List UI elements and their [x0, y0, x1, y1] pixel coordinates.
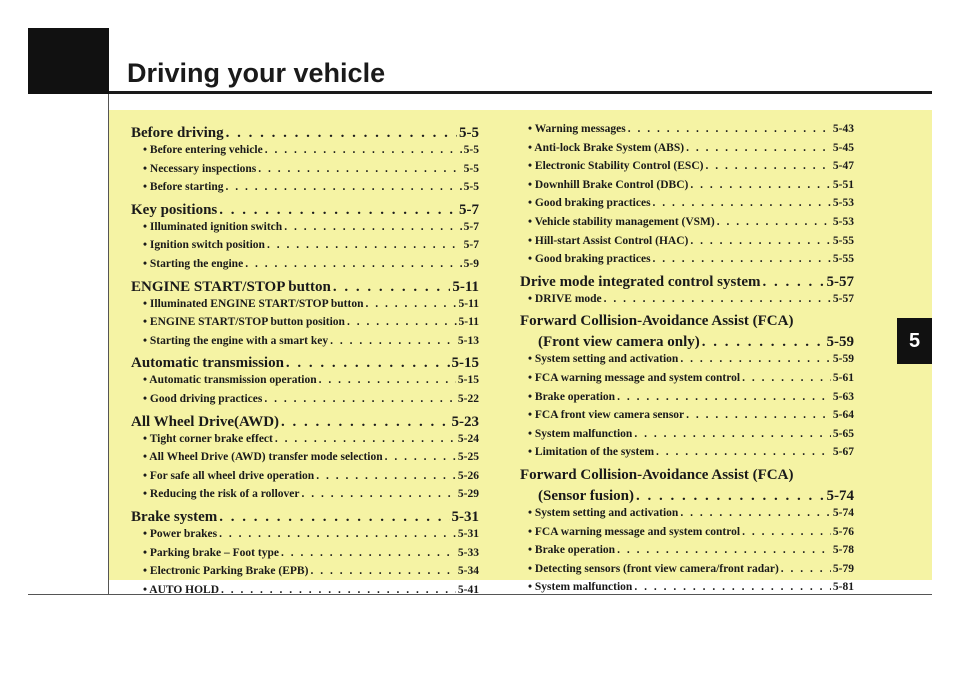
toc-entry-label: • FCA front view camera sensor — [528, 409, 685, 422]
toc-entry-label: Forward Collision-Avoidance Assist (FCA) — [520, 466, 794, 483]
toc-subsection-entry[interactable] — [131, 163, 479, 182]
toc-leader-dots — [634, 428, 831, 440]
toc-page-number: 5-51 — [832, 178, 854, 191]
toc-leader-dots — [226, 125, 457, 142]
toc-leader-dots — [653, 253, 831, 265]
toc-page-number: 5-57 — [826, 273, 854, 290]
title-rule — [109, 91, 932, 94]
toc-leader-dots — [264, 393, 456, 405]
toc-subsection-entry[interactable] — [520, 293, 854, 312]
toc-subsection-entry[interactable] — [131, 565, 479, 584]
toc-leader-dots — [221, 584, 456, 596]
toc-page-number: 5-45 — [832, 141, 854, 154]
toc-leader-dots — [656, 446, 831, 458]
toc-page-number: 5-63 — [832, 390, 854, 403]
toc-leader-dots — [281, 414, 449, 431]
toc-entry-label: (Front view camera only) — [538, 334, 700, 351]
toc-leader-dots — [245, 258, 461, 270]
toc-page-number: 5-31 — [457, 527, 479, 540]
toc-leader-dots — [310, 565, 455, 577]
toc-leader-dots — [219, 202, 457, 219]
toc-page-number: 5-5 — [463, 162, 479, 175]
toc-subsection-entry[interactable] — [520, 216, 854, 235]
toc-entry-label: • Power brakes — [143, 527, 218, 540]
toc-leader-dots — [634, 581, 831, 593]
toc-leader-dots — [690, 179, 831, 191]
toc-page-number: 5-64 — [832, 409, 854, 422]
toc-leader-dots — [742, 526, 831, 538]
toc-page-number: 5-53 — [832, 197, 854, 210]
toc-subsection-entry[interactable] — [520, 526, 854, 545]
toc-leader-dots — [225, 181, 461, 193]
toc-entry-label: • System malfunction — [528, 427, 633, 440]
toc-subsection-entry[interactable] — [131, 547, 479, 566]
toc-page-number: 5-57 — [832, 292, 854, 305]
toc-subsection-entry[interactable] — [520, 235, 854, 254]
toc-page-number: 5-43 — [832, 123, 854, 135]
toc-page-number: 5-15 — [457, 374, 479, 387]
toc-entry-label: • Detecting sensors (front view camera/front radar) — [528, 562, 779, 575]
toc-leader-dots — [281, 547, 456, 559]
toc-page-number: 5-59 — [832, 353, 854, 366]
toc-entry-label: • FCA warning message and system control — [528, 525, 741, 538]
toc-leader-dots — [284, 221, 461, 233]
toc-entry-label: • Illuminated ENGINE START/STOP button — [143, 297, 364, 310]
toc-page-number: 5-55 — [832, 253, 854, 266]
toc-entry-label: • DRIVE mode — [528, 292, 602, 305]
toc-entry-label: • Electronic Stability Control (ESC) — [528, 160, 704, 173]
toc-page-number: 5-74 — [826, 487, 854, 504]
toc-leader-dots — [680, 507, 831, 519]
toc-entry-label: • Illuminated ignition switch — [143, 220, 283, 233]
toc-subsection-entry[interactable] — [131, 298, 479, 317]
toc-page-number: 5-24 — [457, 432, 479, 445]
toc-entry-label: (Sensor fusion) — [538, 487, 634, 504]
toc-entry-label: Before driving — [131, 125, 224, 141]
toc-entry-label: ENGINE START/STOP button — [131, 278, 331, 295]
toc-entry-label: • Good braking practices — [528, 197, 651, 210]
toc-page-number: 5-31 — [451, 508, 479, 525]
toc-page-number: 5-5 — [463, 144, 479, 156]
toc-section-entry[interactable] — [520, 313, 854, 332]
toc-leader-dots — [781, 563, 831, 575]
toc-leader-dots — [617, 391, 831, 403]
toc-leader-dots — [365, 298, 456, 310]
toc-subsection-entry[interactable] — [131, 181, 479, 200]
toc-page-number: 5-7 — [459, 201, 479, 218]
toc-entry-label: • Anti-lock Brake System (ABS) — [528, 141, 685, 154]
toc-entry-label: • System setting and activation — [528, 506, 679, 519]
toc-subsection-entry[interactable] — [131, 433, 479, 452]
toc-subsection-entry[interactable] — [520, 123, 854, 142]
chapter-tab[interactable]: 5 — [897, 318, 932, 364]
header-black-block — [28, 28, 109, 94]
toc-leader-dots — [705, 160, 830, 172]
toc-leader-dots — [702, 334, 825, 351]
toc-subsection-entry[interactable] — [520, 409, 854, 428]
toc-entry-label: Drive mode integrated control system — [520, 273, 761, 290]
toc-page-number: 5-7 — [463, 239, 479, 252]
toc-entry-label: • Warning messages — [528, 123, 626, 135]
toc-leader-dots — [219, 509, 449, 526]
toc-leader-dots — [302, 488, 456, 500]
toc-leader-dots — [686, 142, 831, 154]
toc-entry-label: • Automatic transmission operation — [143, 374, 317, 387]
toc-leader-dots — [265, 144, 462, 156]
toc-page-number: 5-25 — [457, 451, 479, 464]
toc-subsection-entry[interactable] — [520, 391, 854, 410]
toc-subsection-entry[interactable] — [520, 142, 854, 161]
toc-subsection-entry[interactable] — [131, 221, 479, 240]
toc-section-entry[interactable] — [131, 279, 479, 298]
toc-entry-label: • System malfunction — [528, 581, 633, 594]
toc-entry-label: • ENGINE START/STOP button position — [143, 316, 345, 329]
toc-entry-label: Forward Collision-Avoidance Assist (FCA) — [520, 313, 794, 330]
toc-section-entry[interactable] — [520, 274, 854, 293]
toc-subsection-entry[interactable] — [131, 374, 479, 393]
toc-subsection-entry[interactable] — [520, 446, 854, 465]
toc-leader-dots — [636, 488, 825, 505]
toc-leader-dots — [330, 335, 456, 347]
toc-page-number: 5-55 — [832, 234, 854, 247]
toc-entry-label: • All Wheel Drive (AWD) transfer mode selection — [143, 451, 383, 464]
toc-page-number: 5-9 — [463, 257, 479, 270]
toc-page-number: 5-74 — [832, 506, 854, 519]
toc-leader-dots — [686, 409, 831, 421]
toc-leader-dots — [333, 279, 451, 296]
toc-page-number: 5-29 — [457, 488, 479, 501]
toc-right-column — [520, 123, 854, 600]
toc-leader-dots — [653, 197, 831, 209]
toc-entry-label: • Downhill Brake Control (DBC) — [528, 178, 689, 191]
toc-subsection-entry[interactable] — [520, 179, 854, 198]
toc-leader-dots — [347, 316, 457, 328]
toc-subsection-entry[interactable] — [520, 372, 854, 391]
toc-page-number: 5-76 — [832, 525, 854, 538]
toc-entry-label: • Limitation of the system — [528, 446, 655, 459]
toc-leader-dots — [717, 216, 831, 228]
toc-entry-label: • Brake operation — [528, 390, 616, 403]
toc-leader-dots — [690, 235, 831, 247]
toc-leader-dots — [763, 274, 825, 291]
toc-page-number: 5-22 — [457, 392, 479, 405]
toc-entry-label: • Brake operation — [528, 544, 616, 557]
toc-entry-label: • Reducing the risk of a rollover — [143, 488, 300, 501]
toc-section-entry[interactable] — [520, 488, 854, 507]
toc-entry-label: • Before entering vehicle — [143, 144, 263, 156]
toc-subsection-entry[interactable] — [131, 584, 479, 603]
toc-section-entry[interactable] — [131, 202, 479, 221]
toc-entry-label: Brake system — [131, 508, 218, 525]
toc-entry-label: • Good braking practices — [528, 253, 651, 266]
toc-subsection-entry[interactable] — [131, 528, 479, 547]
toc-subsection-entry[interactable] — [131, 335, 479, 354]
toc-page-number: 5-26 — [457, 469, 479, 482]
toc-subsection-entry[interactable] — [520, 160, 854, 179]
toc-subsection-entry[interactable] — [520, 253, 854, 272]
toc-page-number: 5-15 — [451, 355, 479, 372]
toc-entry-label: • Starting the engine — [143, 257, 244, 270]
toc-page-number: 5-11 — [458, 297, 479, 310]
page-title: Driving your vehicle — [127, 58, 386, 88]
toc-page-number: 5-33 — [457, 546, 479, 559]
toc-subsection-entry[interactable] — [520, 353, 854, 372]
toc-page-number: 5-11 — [458, 316, 479, 329]
toc-entry-label: • AUTO HOLD — [143, 583, 220, 596]
toc-leader-dots — [219, 528, 456, 540]
toc-entry-label: All Wheel Drive(AWD) — [131, 413, 280, 430]
toc-entry-label: • Vehicle stability management (VSM) — [528, 215, 715, 228]
toc-subsection-entry[interactable] — [131, 451, 479, 470]
toc-page-number: 5-5 — [463, 181, 479, 194]
toc-entry-label: • Parking brake – Foot type — [143, 546, 279, 559]
toc-page-number: 5-5 — [459, 125, 479, 141]
toc-page-number: 5-81 — [832, 581, 854, 594]
toc-leader-dots — [742, 372, 831, 384]
toc-subsection-entry[interactable] — [131, 239, 479, 258]
toc-leader-dots — [617, 544, 831, 556]
toc-page-number: 5-13 — [457, 334, 479, 347]
toc-entry-label: • System setting and activation — [528, 353, 679, 366]
toc-entry-label: Key positions — [131, 201, 218, 218]
toc-entry-label: • Electronic Parking Brake (EPB) — [143, 565, 309, 578]
toc-page-number: 5-47 — [832, 160, 854, 173]
toc-leader-dots — [275, 433, 456, 445]
toc-subsection-entry[interactable] — [520, 581, 854, 600]
toc-page-number: 5-67 — [832, 446, 854, 459]
toc-section-entry[interactable] — [131, 414, 479, 433]
toc-entry-label: • Tight corner brake effect — [143, 432, 273, 445]
toc-leader-dots — [680, 353, 831, 365]
toc-leader-dots — [628, 123, 831, 135]
toc-left-column — [131, 123, 479, 602]
toc-subsection-entry[interactable] — [520, 428, 854, 447]
toc-leader-dots — [267, 239, 462, 251]
toc-page-number: 5-79 — [832, 562, 854, 575]
toc-subsection-entry[interactable] — [520, 507, 854, 526]
toc-entry-label: • Before starting — [143, 181, 224, 194]
toc-entry-label: • Starting the engine with a smart key — [143, 334, 329, 347]
toc-section-entry[interactable] — [520, 334, 854, 353]
toc-page-number: 5-7 — [463, 220, 479, 233]
toc-subsection-entry[interactable] — [131, 258, 479, 277]
toc-page-number: 5-78 — [832, 544, 854, 557]
toc-subsection-entry[interactable] — [520, 197, 854, 216]
toc-page-number: 5-59 — [826, 334, 854, 351]
toc-page-number: 5-23 — [451, 413, 479, 430]
toc-subsection-entry[interactable] — [520, 563, 854, 582]
toc-section-entry[interactable] — [131, 355, 479, 374]
toc-leader-dots — [258, 163, 461, 175]
toc-page-number: 5-11 — [452, 278, 479, 295]
toc-subsection-entry[interactable] — [131, 393, 479, 412]
toc-entry-label: • Hill-start Assist Control (HAC) — [528, 234, 689, 247]
toc-leader-dots — [319, 374, 456, 386]
toc-subsection-entry[interactable] — [131, 470, 479, 489]
toc-page-number: 5-53 — [832, 215, 854, 228]
toc-subsection-entry[interactable] — [131, 488, 479, 507]
toc-section-entry[interactable] — [131, 125, 479, 144]
toc-page-number: 5-34 — [457, 565, 479, 578]
toc-section-entry[interactable] — [131, 509, 479, 528]
toc-leader-dots — [316, 470, 456, 482]
toc-entry-label: • FCA warning message and system control — [528, 371, 741, 384]
toc-leader-dots — [286, 355, 450, 372]
toc-entry-label: Automatic transmission — [131, 355, 284, 372]
toc-leader-dots — [385, 451, 456, 463]
toc-entry-label: • For safe all wheel drive operation — [143, 469, 315, 482]
toc-subsection-entry[interactable] — [520, 544, 854, 563]
toc-leader-dots — [604, 293, 831, 305]
toc-subsection-entry[interactable] — [131, 316, 479, 335]
toc-page-number: 5-65 — [832, 427, 854, 440]
toc-page-number: 5-61 — [832, 371, 854, 384]
toc-page-number: 5-41 — [457, 583, 479, 596]
toc-subsection-entry[interactable] — [131, 144, 479, 163]
toc-entry-label: • Ignition switch position — [143, 239, 265, 252]
toc-entry-label: • Good driving practices — [143, 392, 263, 405]
toc-section-entry[interactable] — [520, 467, 854, 486]
toc-entry-label: • Necessary inspections — [143, 162, 257, 175]
